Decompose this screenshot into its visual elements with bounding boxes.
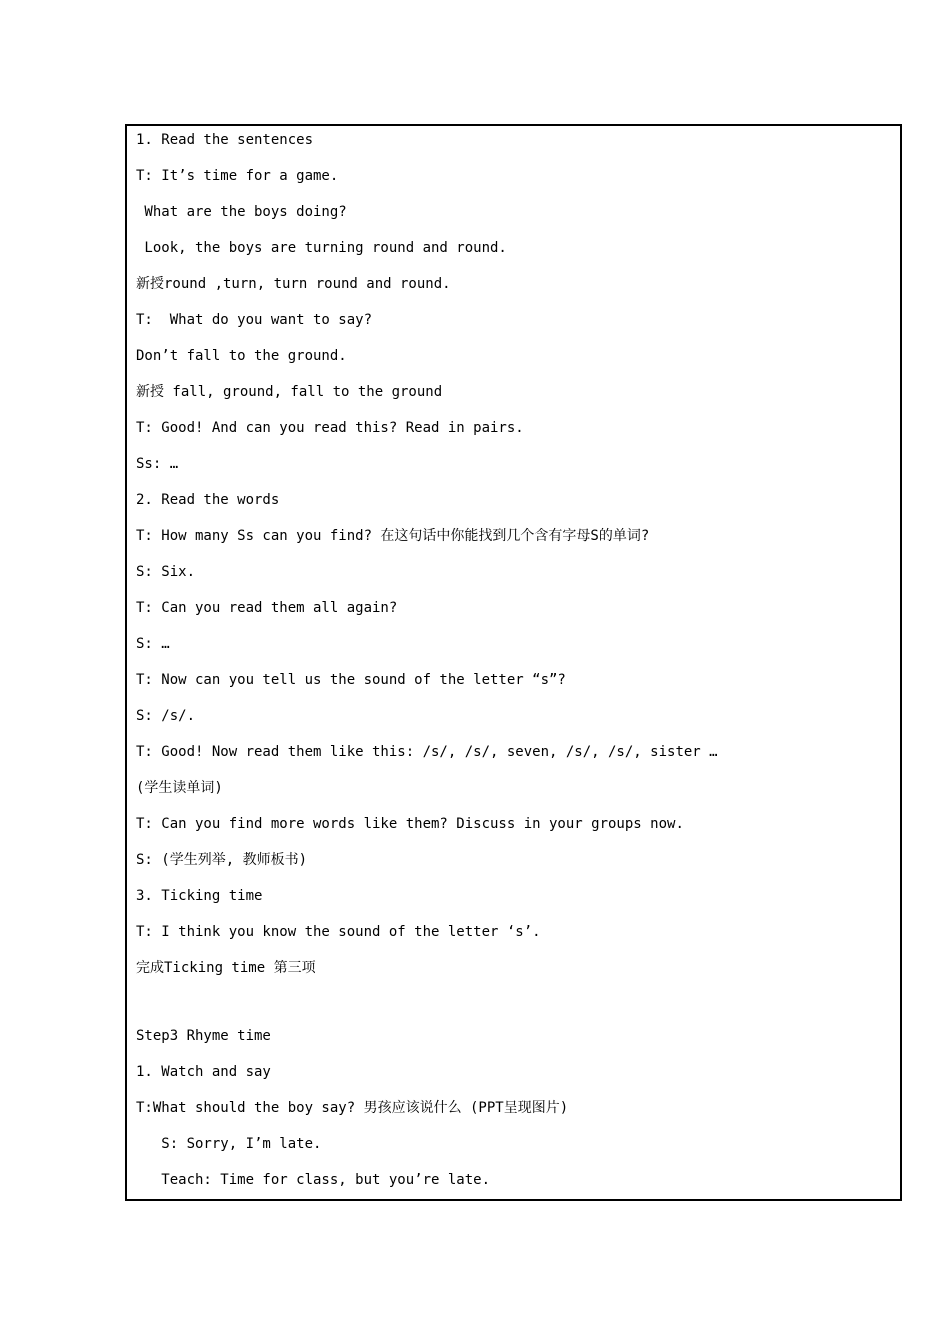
text-line: 2. Read the words <box>136 492 280 508</box>
text-line: 新授 fall, ground, fall to the ground <box>136 384 443 400</box>
text-line: Don’t fall to the ground. <box>136 348 347 364</box>
text-line: S: Sorry, I’m late. <box>136 1136 322 1152</box>
text-line: T: I think you know the sound of the letter ‘s’. <box>136 924 541 940</box>
text-line: T: Good! Now read them like this: /s/, /s/, seven, /s/, /s/, sister … <box>136 744 718 760</box>
text-line: S: /s/. <box>136 708 196 724</box>
text-line: 3. Ticking time <box>136 888 263 904</box>
text-line: Ss: … <box>136 456 179 472</box>
text-line: What are the boys doing? <box>136 204 347 220</box>
text-line: T: Good! And can you read this? Read in pairs. <box>136 420 524 436</box>
text-line: Step3 Rhyme time <box>136 1028 271 1044</box>
text-line: T: Can you find more words like them? Discuss in your groups now. <box>136 816 684 832</box>
text-line: T: How many Ss can you find? 在这句话中你能找到几个含有字母S的单词? <box>136 528 650 544</box>
text-line: 1. Read the sentences <box>136 132 314 148</box>
text-line: S: Six. <box>136 564 196 580</box>
text-line: Teach: Time for class, but you’re late. <box>136 1172 491 1188</box>
text-line: S: … <box>136 636 170 652</box>
text-line: 完成Ticking time 第三项 <box>136 960 316 976</box>
text-line: Look, the boys are turning round and round. <box>136 240 507 256</box>
text-line: T: Now can you tell us the sound of the letter “s”? <box>136 672 566 688</box>
text-line: S: (学生列举, 教师板书) <box>136 852 308 868</box>
text-line: T:What should the boy say? 男孩应该说什么 (PPT呈现图片) <box>136 1100 569 1116</box>
text-line: 1. Watch and say <box>136 1064 271 1080</box>
text-line: 新授round ,turn, turn round and round. <box>136 276 451 292</box>
text-line: T: What do you want to say? <box>136 312 373 328</box>
text-line: T: Can you read them all again? <box>136 600 398 616</box>
text-line: (学生读单词) <box>136 780 223 796</box>
text-line: T: It’s time for a game. <box>136 168 339 184</box>
